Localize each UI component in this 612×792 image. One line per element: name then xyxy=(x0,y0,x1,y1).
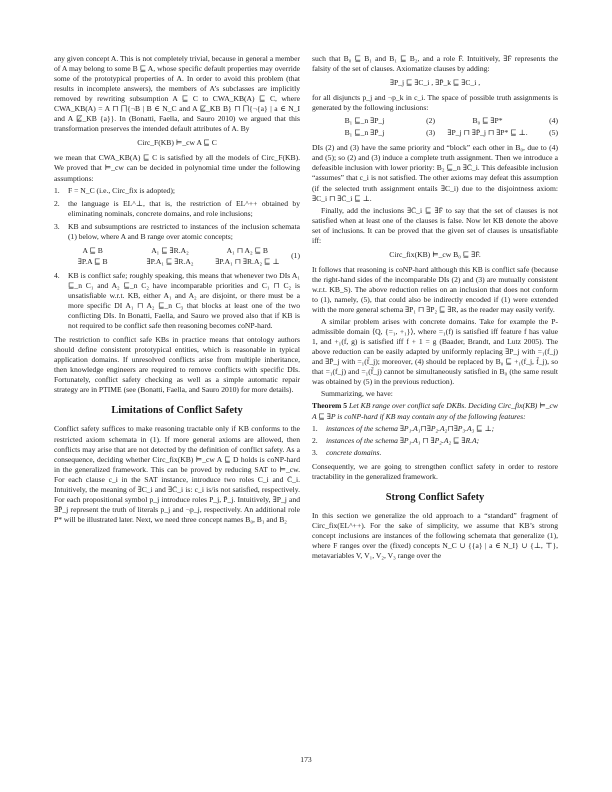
display-equation: Circ_fix(KB) ⊨_cw B₀ ⊑ ∃F̄. xyxy=(389,249,481,259)
list-text: KB and subsumptions are restricted to instances of the inclusion schemata (1) below, where A and B range over atomic concepts; xyxy=(68,221,300,241)
paragraph: It follows that reasoning is coNP-hard although this KB is conflict safe (because the right-hand sides of the incomparable DIs (2) and (3) are mutually consistent w.r.t. KB_S). The above reduction relies on an inclusion that does not conform to (1), namely, (5), that could also be indirectly encoded if (1) were extended with the more general schema ∃P₁ ⊓ ∃P₂ ⊑ ∃R, as the reader may easily verify. xyxy=(312,264,558,315)
paragraph: The restriction to conflict safe KBs in practice means that ontology authors should define consistent prototypical entities, which is reasonable in typical application domains. If unresolved conflicts arise from multiple inheritance, then knowledge engineers are required to remove conflicts with specific DIs. Fortunately, conflict safety checking as well as a simple automatic repair strategy are in PTIME (see (Bonatti, Faella, and Sauro 2010) for more details). xyxy=(54,335,300,395)
list-number: 4. xyxy=(54,270,60,280)
list-text: the language is EL^⊥, that is, the restriction of EL^++ obtained by eliminating nominals, concrete domains, and role inclusions; xyxy=(68,198,300,218)
display-equation: Circ_F(KB) ⊨_cw A ⊑ C xyxy=(137,138,217,148)
paragraph: Finally, add the inclusions ∃C̄_i ⊑ ∃F̄ to say that the set of clauses is not satisfied when at least one of the clauses is false. Now let KB denote the above set of inclusions. It can be proved that the given set of clauses is unsatisfiable iff: xyxy=(312,205,558,245)
paragraph: DIs (2) and (3) have the same priority and “block” each other in B₀, due to (4) and (5); so (2) and (3) induce a complete truth assignment. Then we introduce a defeasible inclusion with lower priority: B₂ ⊑_n ∃C̄_i. This defeasible inclusion “assumes” that c_i is not satisfied. The other axioms may defeat this assumption (if the selected truth assignment entails ∃C_i) due to the disjointness axiom: ∃C_i ⊓ ∃C̄_i ⊑ ⊥. xyxy=(312,143,558,203)
paragraph: A similar problem arises with concrete domains. Take for example the P-admissible domain ⟨Q, {=₁, +₁}⟩, where =₁(f) is satisfied iff feature f has value 1, and +₁(f, g) is satisfied iff f + 1 = g (Baader, Brandt, and Lutz 2005). The above reduction can be easily adapted by uniformly replacing ∃P_j with =₁(f_j) and ∃P̄_j with =₁(f̄_j); moreover, (4) should be replaced by B₀ ⊑ +₁(f_j, f̄_j), so that =₁(f_j) and =₁(f̄_j) cannot be simultaneously satisfied in B₀ (the same result was obtained by (5) in the previous reduction). xyxy=(312,317,558,387)
right-column xyxy=(312,54,558,563)
paragraph: Conflict safety suffices to make reasoning tractable only if KB conforms to the restricted axiom schemata in (1). If more general axioms are allowed, then conflicts may arise that are not detected by the definition of conflict safety. As a consequence, deciding whether Circ_fix(KB) ⊨_cw A ⊑ D holds is coNP-hard in the generalized framework. This can be proved by reducing SAT to ⊨_cw. For each clause c_i in the SAT instance, introduce two roles C_i and C̄_i. Intuitively, the meaning of ∃C_i and ∃C̄_i is: c_i is/is not satisfied, respectively. For each propositional symbol p_j introduce roles P_j, P̄_j. Intuitively, ∃P_j and ∃P̄_j represent the truth of literals p_j and ¬p_j, respectively. An additional role P* will be illustrated later. Next, we need three concept names B₀, B₁ and B₂ xyxy=(54,424,300,524)
paragraph: Consequently, we are going to strengthen conflict safety in order to restore tractability in the generalized framework. xyxy=(312,461,558,481)
left-column xyxy=(54,54,300,527)
theorem-head: Theorem 5 xyxy=(312,401,348,411)
assignment-axioms xyxy=(312,116,558,138)
list-number: 3. xyxy=(312,447,318,457)
list-item xyxy=(54,186,300,196)
list-text: F = N_C (i.e., Circ_fix is adopted); xyxy=(68,185,175,195)
axiom: B₀ ⊑ ∃P* xyxy=(472,116,503,126)
page-number: 173 xyxy=(300,755,312,764)
list-number: 1. xyxy=(312,423,318,433)
schema-cell: A ⊑ B xyxy=(82,245,103,255)
list-item xyxy=(312,448,558,458)
axiom: ∃P_j ⊓ ∃P̄_j ⊓ ∃P* ⊑ ⊥. xyxy=(447,128,528,138)
list-text: KB is conflict safe; roughly speaking, this means that whenever two DIs A₁ ⊑_n C₁ and A₂ ⊑_n C₂ have incomparable priorities and C₁ ⊓ C₂ is unsatisfiable w.r.t. KB, either A₁ and A₂ are disjoint, or there must be a more specific DI A₁ ⊓ A₂ ⊑_n C₃ that blocks at least one of the two conflicting DIs. In Bonatti, Faella, and Sauro we proved also that if KB is not required to be conflict safe then reasoning becomes coNP-hard. xyxy=(68,270,300,331)
list-text: concrete domains. xyxy=(326,447,382,457)
section-title: Strong Conflict Safety xyxy=(385,491,485,503)
paragraph: we mean that CWA_KB(A) ⊑ C is satisfied by all the models of Circ_F(KB). We proved that ⊨_cw can be decided in polynomial time under the following assumptions: xyxy=(54,153,300,183)
list-number: 2. xyxy=(312,435,318,445)
schema-cell: A₁ ⊓ A₂ ⊑ B xyxy=(226,245,268,255)
list-number: 2. xyxy=(54,198,60,208)
paragraph: such that B₀ ⊑ B₁ and B₁ ⊑ B₂, and a role F̄. Intuitively, ∃F̄ represents the falsity of the set of clauses. Axiomatize clauses by adding: xyxy=(312,54,558,74)
list-item xyxy=(54,271,300,331)
list-text: instances of the schema ∃P₁.A₁ ⊓ ∃P₂.A₂ ⊑ ∃R.A; xyxy=(326,435,480,445)
axiom: B₁ ⊑_n ∃P̄_j xyxy=(344,128,385,138)
theorem-list xyxy=(312,424,558,458)
theorem xyxy=(312,401,558,457)
equation-number: (5) xyxy=(549,128,558,138)
assumption-list xyxy=(54,186,300,332)
list-number: 1. xyxy=(54,185,60,195)
list-item xyxy=(312,436,558,446)
paragraph: for all disjuncts p_j and ¬p_k in c_i. The space of possible truth assignments is generated by the following inclusions: xyxy=(312,93,558,113)
equation-number: (2) xyxy=(426,116,435,126)
schema-cell: ∃P.A₁ ⊓ ∃R.A₂ ⊑ ⊥ xyxy=(215,256,280,266)
list-text: instances of the schema ∃P₁.A₁⊓∃P₂.A₂⊓∃P₃.A₃ ⊑ ⊥; xyxy=(326,423,495,433)
schema-cell: ∃P.A ⊑ B xyxy=(77,256,108,266)
display-equation: ∃P_j ⊑ ∃C_i , ∃P̄_k ⊑ ∃C_i , xyxy=(389,78,481,88)
theorem-body: Let KB range over conflict safe DKBs. Deciding Circ_fix(KB) ⊨_cw A ⊑ ∃P is coNP-hard if KB may contain any of the following features: xyxy=(312,401,558,421)
list-item xyxy=(54,222,300,242)
paragraph: In this section we generalize the old approach to a “standard” fragment of Circ_fix(EL^++). For the sake of simplicity, we assume that KB’s strong concept inclusions are instances of the following schemata that generalize (1), where F ranges over the (fixed) concepts N_C ∪ {{a} | a ∈ N_I} ∪ {⊥, ⊤}, metavariables V, V₁, V₂, V₃ range over the xyxy=(312,510,558,560)
axiom: B₁ ⊑_n ∃P_j xyxy=(344,116,385,126)
equation-number: (3) xyxy=(426,128,435,138)
list-number: 3. xyxy=(54,221,60,231)
equation-number: (1) xyxy=(291,251,300,261)
list-item xyxy=(54,199,300,219)
schema-cell: A₁ ⊑ ∃R.A₂ xyxy=(151,245,189,255)
inclusion-schemata xyxy=(54,246,300,267)
equation-number: (4) xyxy=(549,116,558,126)
section-title: Limitations of Conflict Safety xyxy=(111,405,243,417)
paragraph: any given concept A. This is not completely trivial, because in general a member of A may belong to some B ⊑ A, whose specific default properties may override some of the prototypical properties of A. In order to avoid this problem (that results in incomplete answers), the members of A’s subclasses are implicitly removed by rewriting subsumption A ⊑ C to CWA_KB(A) ⊑ C, where CWA_KB(A) = A ⊓ ⨅{¬B | B ∈ N_C and A ⋢_KB B} ⊓ ⨅{¬{a} | a ∈ N_I and A ⋢_KB {a}}. In (Bonatti, Faella, and Sauro 2010) we argued that this transformation preserves the intended default attributes of A. By xyxy=(54,54,300,134)
list-item xyxy=(312,424,558,434)
paragraph: Summarizing, we have: xyxy=(321,389,393,399)
schema-cell: ∃P.A₁ ⊑ ∃R.A₂ xyxy=(146,256,194,266)
